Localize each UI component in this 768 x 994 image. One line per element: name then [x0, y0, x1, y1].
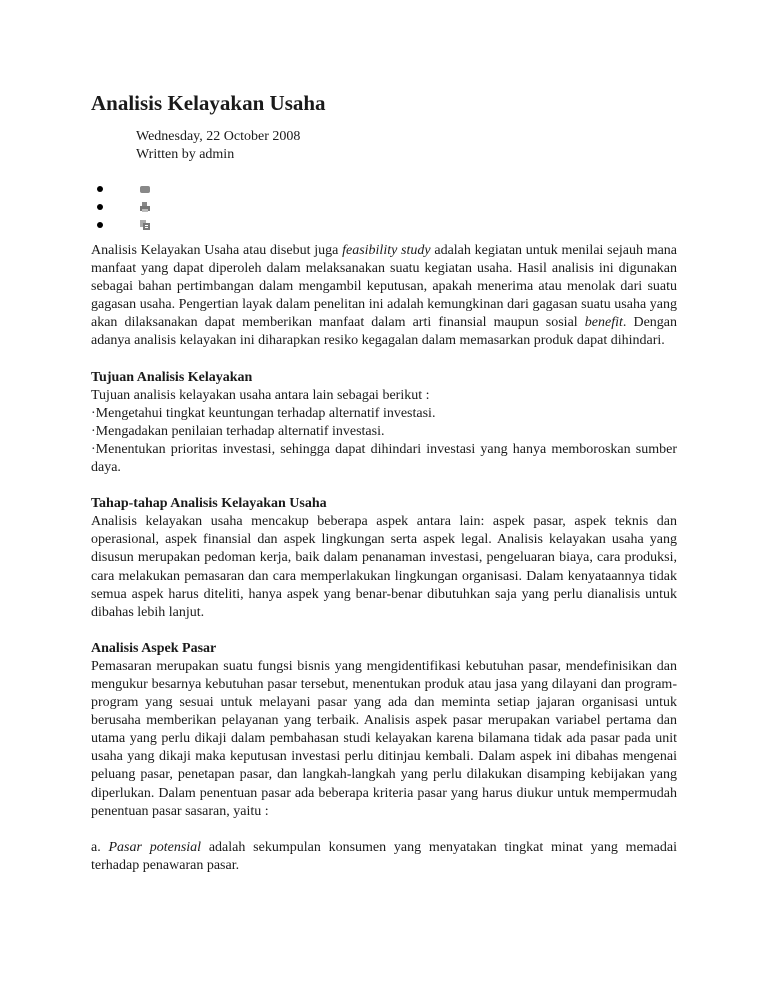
- bullet: [97, 222, 103, 228]
- article-author: Written by admin: [136, 147, 235, 162]
- section-body: Analisis kelayakan usaha mencakup beberapa aspek antara lain: aspek pasar, aspek teknis dan operasional, aspek finansial dan aspek lingkungan serta aspek legal. Analisis kelayakan usaha yang disusun merupakan pedoman kerja, baik dalam penanaman investasi, pengeluaran biaya, cara produksi, cara melakukan pemasaran dan cara memperlakukan lingkungan organisasi. Dalam kenyataannya tidak semua aspek harus diteliti, hanya aspek yang benar-benar dibutuhkan saja yang perlu dianalisis untuk dibahas lebih lanjut.: [91, 514, 677, 620]
- tool-print[interactable]: [91, 198, 677, 216]
- section-heading: Tahap-tahap Analisis Kelayakan Usaha: [91, 496, 327, 512]
- section-lead: Tujuan analisis kelayakan usaha antara lain sebagai berikut :: [91, 387, 430, 403]
- article-meta: [136, 128, 677, 164]
- bullet: [97, 204, 103, 210]
- article: [91, 88, 677, 875]
- article-date: Wednesday, 22 October 2008: [136, 129, 301, 144]
- section-tahap: [91, 495, 677, 622]
- tool-pdf[interactable]: [91, 216, 677, 234]
- section-tujuan: [91, 369, 677, 478]
- print-icon[interactable]: [139, 201, 151, 213]
- intro-paragraph: Analisis Kelayakan Usaha atau disebut juga feasibility study adalah kegiatan untuk menilai sejauh mana manfaat yang dapat diperoleh dalam melaksanakan suatu kegiatan usaha. Hasil analisis ini digunakan sebagai bahan pertimbangan dalam mengambil keputusan, apakah menerima atau menolak dari suatu gagasan usaha. Pengertian layak dalam penelitan ini adalah kemungkinan dari gagasan suatu usaha yang akan dilaksanakan dapat memberikan manfaat dalam arti finansial maupun sosial benefit. Dengan adanya analisis kelayakan ini diharapkan resiko kegagalan dalam memasarkan produk dapat dihindari.: [91, 243, 678, 349]
- section-body: Pemasaran merupakan suatu fungsi bisnis yang mengidentifikasi kebutuhan pasar, mendefinisikan dan mengukur besarnya kebutuhan pasar tersebut, menentukan produk atau jasa yang dilayani dan program-program yang sesuai untuk melayani pasar yang ada dan meminta setiap jajaran organisasi untuk berusaha memberikan pelayanan yang terbaik. Analisis aspek pasar merupakan variabel pertama dan utama yang perlu dikaji dalam pembahasan studi kelayakan karena bilamana tidak ada pasar pada unit usaha yang dikaji maka keputusan investasi perlu ditinjau kembali. Dalam aspek ini dibahas mengenai peluang pasar, penetapan pasar, dan langkah-langkah yang perlu dilakukan disamping kebijakan yang diperlukan. Dalam penentuan pasar ada beberapa kriteria pasar yang harus diukur untuk mempermudah penentuan pasar sasaran, yaitu :: [91, 658, 677, 819]
- pdf-icon[interactable]: [139, 219, 151, 231]
- list-item: ·Mengetahui tingkat keuntungan terhadap alternatif investasi.: [91, 405, 436, 421]
- bullet: [97, 186, 103, 192]
- list-item: ·Menentukan prioritas investasi, sehingga dapat dihindari investasi yang hanya memboroskan sumber daya.: [91, 441, 677, 476]
- point-a-text: a. Pasar potensial adalah sekumpulan konsumen yang menyatakan tingkat minat yang memadai terhadap penawaran pasar.: [91, 839, 677, 873]
- article-title: Analisis Kelayakan Usaha: [91, 91, 326, 115]
- section-heading: Analisis Aspek Pasar: [91, 640, 217, 656]
- point-a: [91, 839, 677, 875]
- section-pasar: [91, 640, 677, 821]
- list-item: ·Mengadakan penilaian terhadap alternatif investasi.: [91, 423, 385, 439]
- section-heading: Tujuan Analisis Kelayakan: [91, 369, 253, 385]
- article-tools: [91, 180, 677, 234]
- tool-email[interactable]: [91, 180, 677, 198]
- email-icon[interactable]: [139, 183, 151, 195]
